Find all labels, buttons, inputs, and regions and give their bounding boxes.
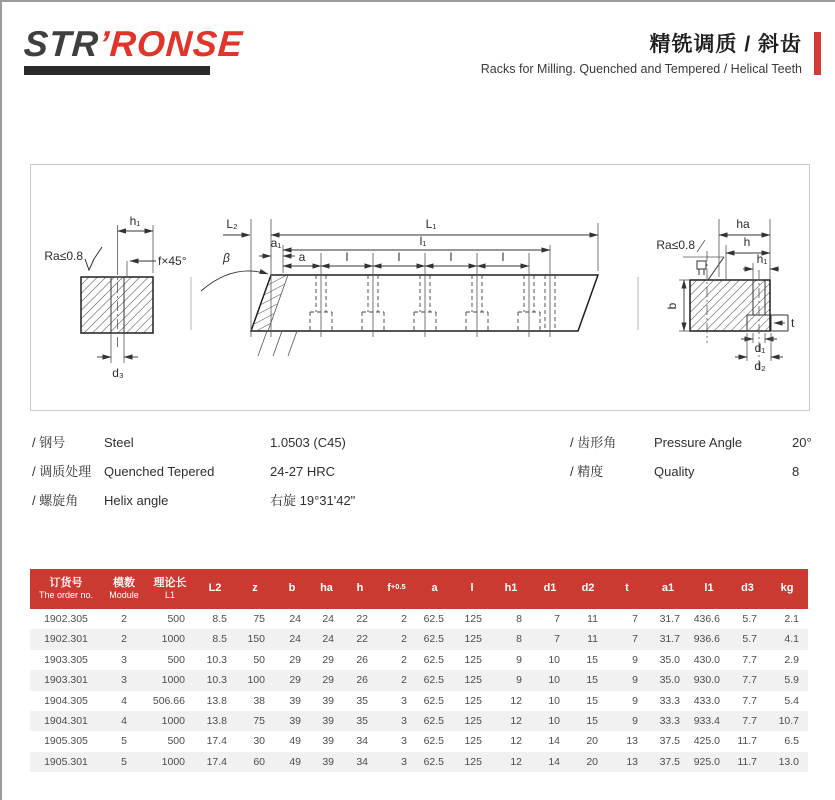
dim-label-L2: L₂ (226, 217, 238, 231)
table-cell: 2 (401, 613, 407, 625)
table-cell: 5.4 (784, 694, 799, 707)
table-cell: 10.3 (206, 674, 227, 687)
spec-row-pressure-angle (570, 434, 820, 463)
table-cell: 500 (167, 653, 185, 666)
table-cell: 10 (548, 653, 560, 666)
page-title-english: Racks for Milling. Quenched and Tempered / Helical Teeth (480, 62, 802, 76)
spec-label-zh: / 螺旋角 (32, 493, 79, 508)
column-header-d1: d1 (543, 582, 557, 595)
table-cell: 506.66 (152, 694, 185, 707)
column-header-a1: a1 (661, 582, 675, 595)
table-cell: 11.7 (737, 755, 757, 768)
table-cell: 22 (356, 633, 368, 646)
table-cell: 22 (356, 613, 368, 625)
spec-label-zh: / 钢号 (32, 435, 66, 450)
table-cell: 33.3 (659, 694, 680, 707)
table-cell: 5.9 (784, 674, 799, 687)
dim-label-b: b (665, 302, 679, 310)
table-cell: 62.5 (423, 755, 444, 768)
logo (22, 23, 245, 75)
page-title (481, 28, 802, 76)
table-cell: 10 (548, 694, 560, 707)
table-cell: 9 (632, 714, 638, 727)
dim-label-d3: d₃ (112, 366, 124, 380)
column-header-kg: kg (780, 582, 794, 595)
column-header-z: z (252, 582, 258, 595)
table-cell: 9 (516, 653, 522, 666)
table-cell: 430.0 (693, 653, 720, 666)
column-header-b: b (288, 582, 296, 595)
table-cell: 11 (587, 633, 598, 646)
table-cell: 13 (626, 755, 638, 768)
logo-apostrophe: ’ (97, 23, 112, 64)
table-cell: 3 (121, 653, 127, 666)
column-header-h: h (356, 582, 364, 595)
table-cell: 2 (121, 633, 127, 646)
table-cell: 7 (554, 613, 560, 625)
dim-label-h1-left: h₁ (129, 214, 141, 228)
table-cell: 425.0 (693, 735, 720, 748)
table-cell: 62.5 (423, 633, 444, 646)
table-cell: 125 (464, 613, 482, 625)
table-cell: 12 (510, 714, 522, 727)
table-cell: 125 (464, 735, 482, 748)
table-header (30, 569, 808, 609)
specs-right (570, 434, 820, 492)
column-header-module: 模数 Module (109, 576, 139, 601)
table-cell: 936.6 (693, 633, 720, 646)
table-cell: 13 (626, 735, 638, 748)
table-row (30, 731, 808, 751)
table-cell: 14 (548, 755, 560, 768)
table-cell: 62.5 (423, 694, 444, 707)
spec-label-en: Quality (654, 464, 695, 479)
dim-label-beta: β (223, 251, 230, 265)
table-cell: 62.5 (423, 714, 444, 727)
table-cell: 14 (548, 735, 560, 748)
table-row (30, 670, 808, 690)
spec-value: 8 (792, 464, 800, 479)
spec-value: 1.0503 (C45) (270, 435, 346, 450)
table-cell: 6.5 (784, 735, 799, 748)
table-cell: 125 (464, 694, 482, 707)
table-cell: 7 (632, 633, 638, 646)
table-cell: 39 (322, 755, 334, 768)
table-cell: 1905.305 (44, 735, 88, 748)
table-cell: 433.0 (693, 694, 720, 707)
dim-label-l1: l₁ (419, 234, 427, 248)
table-cell: 62.5 (423, 613, 444, 625)
table-cell: 62.5 (423, 674, 444, 687)
spec-label-en: Pressure Angle (654, 435, 743, 450)
table-cell: 1904.301 (44, 714, 88, 727)
table-cell: 4 (121, 714, 127, 727)
table-cell: 10.7 (778, 714, 799, 727)
table-cell: 1902.301 (44, 633, 88, 646)
table-cell: 8.5 (212, 613, 227, 625)
spec-value: 20° (792, 435, 812, 450)
table-cell: 4.1 (784, 633, 799, 646)
dim-label-a: a (298, 250, 306, 264)
dim-label-d1: d₁ (754, 341, 766, 355)
table-cell: 100 (247, 674, 265, 687)
column-header-t: t (625, 582, 629, 595)
dim-label-l: l (397, 250, 401, 264)
table-cell: 5.7 (742, 613, 757, 625)
specs-left (32, 434, 552, 521)
table-cell: 29 (289, 653, 301, 666)
dim-label-h: h (743, 235, 751, 249)
table-cell: 1904.305 (44, 694, 88, 707)
table-row (30, 711, 808, 731)
table-cell: 11.7 (737, 735, 757, 748)
table-cell: 60 (253, 755, 265, 768)
table-cell: 29 (289, 674, 301, 687)
table-cell: 2 (401, 653, 407, 666)
table-cell: 24 (289, 633, 301, 646)
dim-label-a1: a₁ (270, 236, 282, 250)
dim-label-l: l (449, 250, 453, 264)
column-header-d2: d2 (581, 582, 595, 595)
table-cell: 31.7 (659, 613, 680, 625)
table-cell: 39 (322, 735, 334, 748)
table-cell: 8 (516, 613, 522, 625)
table-cell: 38 (253, 694, 265, 707)
page-title-chinese: 精铣调质 / 斜齿 (649, 33, 802, 56)
logo-wordmark (22, 23, 245, 64)
logo-ronse: RONSE (108, 23, 245, 64)
table-cell: 13.0 (778, 755, 799, 768)
table-cell: 24 (322, 613, 334, 625)
column-header-d3: d3 (741, 582, 754, 595)
table-cell: 24 (322, 633, 334, 646)
table-cell: 50 (253, 653, 265, 666)
table-cell: 1000 (161, 755, 185, 768)
table-cell: 8 (516, 633, 522, 646)
table-cell: 13.8 (206, 714, 227, 727)
table-cell: 5 (121, 735, 127, 748)
table-cell: 3 (121, 674, 127, 687)
table-cell: 37.5 (659, 755, 680, 768)
technical-drawing (31, 165, 809, 410)
table-cell: 1000 (161, 633, 185, 646)
table-cell: 17.4 (206, 735, 227, 748)
spec-label-zh: / 调质处理 (32, 464, 92, 479)
dim-label-t: t (791, 316, 795, 330)
table-cell: 13.8 (206, 694, 227, 707)
column-header-l1: l1 (704, 582, 714, 595)
table-cell: 8.5 (212, 633, 227, 646)
table-cell: 75 (253, 613, 265, 625)
table-cell: 10 (548, 714, 560, 727)
table-cell: 35 (356, 694, 368, 707)
table-cell: 125 (464, 653, 482, 666)
table-cell: 125 (464, 714, 482, 727)
dim-label-ha: ha (736, 217, 750, 231)
dim-label-l: l (345, 250, 349, 264)
spec-row-quenched (32, 463, 552, 492)
table-cell: 34 (356, 735, 368, 748)
table-row (30, 629, 808, 649)
table-cell: 62.5 (423, 653, 444, 666)
red-accent-bar (814, 32, 821, 75)
table-cell: 35.0 (659, 674, 680, 687)
table-cell: 20 (586, 755, 598, 768)
table-cell: 9 (516, 674, 522, 687)
table-cell: 7.7 (742, 714, 757, 727)
surface-finish-label-right: Ra≤0.8 (656, 238, 695, 252)
column-header-order: 订货号 The order no. (38, 576, 94, 601)
table-cell: 37.5 (659, 735, 680, 748)
table-cell: 39 (322, 714, 334, 727)
table-cell: 10 (548, 674, 560, 687)
table-cell: 4 (121, 694, 127, 707)
table-cell: 34 (356, 755, 368, 768)
table-cell: 5.7 (742, 633, 757, 646)
table-row (30, 691, 808, 711)
table-body (30, 609, 808, 772)
table-cell: 7.7 (742, 653, 757, 666)
spec-label-zh: / 齿形角 (570, 435, 617, 450)
table-row (30, 752, 808, 772)
table-cell: 12 (510, 735, 522, 748)
logo-str: STR (22, 23, 101, 64)
table-cell: 62.5 (423, 735, 444, 748)
column-header-length: 理论长 L1 (153, 576, 187, 601)
table-cell: 150 (247, 633, 265, 646)
table-cell: 75 (253, 714, 265, 727)
table-cell: 3 (401, 714, 407, 727)
table-cell: 7 (554, 633, 560, 646)
table-cell: 930.0 (693, 674, 720, 687)
table-cell: 26 (356, 674, 368, 687)
table-cell: 29 (322, 674, 334, 687)
logo-underline-bar (24, 66, 210, 75)
table-cell: 436.6 (693, 613, 720, 625)
table-cell: 933.4 (693, 714, 720, 727)
table-cell: 2 (401, 674, 407, 687)
table-cell: 15 (586, 694, 598, 707)
column-header-L2: L2 (208, 582, 222, 595)
table-cell: 15 (586, 674, 598, 687)
column-header-h1: h1 (504, 582, 518, 595)
spec-label-en: Quenched Tepered (104, 464, 215, 479)
table-cell: 39 (289, 694, 301, 707)
table-cell: 125 (464, 755, 482, 768)
table-cell: 3 (401, 735, 407, 748)
table-cell: 49 (289, 735, 301, 748)
table-cell: 17.4 (206, 755, 227, 768)
table-cell: 3 (401, 694, 407, 707)
spec-row-quality (570, 463, 820, 492)
table-cell: 2.1 (784, 613, 799, 625)
table-cell: 15 (586, 653, 598, 666)
table-cell: 1905.301 (44, 755, 88, 768)
table-cell: 39 (322, 694, 334, 707)
table-cell: 7.7 (742, 674, 757, 687)
spec-row-steel (32, 434, 552, 463)
table-cell: 7 (632, 613, 638, 625)
spec-label-zh: / 精度 (570, 464, 604, 479)
technical-drawing-panel (30, 164, 810, 411)
column-header-f: f +0.5 (387, 582, 406, 595)
spec-value: 右旋 19°31'42" (270, 493, 356, 508)
table-cell: 500 (167, 735, 185, 748)
column-header-a: a (431, 582, 438, 595)
table-cell: 24 (289, 613, 301, 625)
dim-label-l: l (501, 250, 505, 264)
spec-row-helix (32, 492, 552, 521)
table-cell: 1000 (161, 674, 185, 687)
table-cell: 925.0 (693, 755, 720, 768)
spec-label-en: Helix angle (104, 493, 169, 508)
table-cell: 5 (121, 755, 127, 768)
table-cell: 49 (289, 755, 301, 768)
table-cell: 7.7 (742, 694, 757, 707)
table-cell: 2 (121, 613, 127, 625)
table-cell: 12 (510, 755, 522, 768)
table-cell: 1000 (161, 714, 185, 727)
table-cell: 11 (587, 613, 598, 625)
spec-label-en: Steel (104, 435, 134, 450)
table-row (30, 609, 808, 629)
table-cell: 10.3 (206, 653, 227, 666)
table-cell: 12 (510, 694, 522, 707)
table-cell: 125 (464, 633, 482, 646)
table-cell: 20 (586, 735, 598, 748)
table-cell: 31.7 (659, 633, 680, 646)
table-cell: 9 (632, 694, 638, 707)
table-cell: 33.3 (659, 714, 680, 727)
column-header-ha: ha (320, 582, 333, 595)
table-cell: 1902.305 (44, 613, 88, 625)
product-table (30, 569, 808, 772)
column-header-l: l (470, 582, 474, 595)
surface-finish-label-left: Ra≤0.8 (44, 249, 83, 263)
table-cell: 35 (356, 714, 368, 727)
table-cell: 39 (289, 714, 301, 727)
table-cell: 125 (464, 674, 482, 687)
table-cell: 1903.301 (44, 674, 88, 687)
dim-label-d2: d₂ (754, 359, 766, 373)
dim-label-h1-right: h₁ (756, 252, 768, 266)
table-cell: 2.9 (784, 653, 799, 666)
table-cell: 3 (401, 755, 407, 768)
dim-label-chamfer: f×45° (158, 254, 187, 268)
dim-label-L1: L₁ (425, 217, 437, 231)
table-cell: 15 (586, 714, 598, 727)
table-cell: 1903.305 (44, 653, 88, 666)
table-cell: 26 (356, 653, 368, 666)
table-cell: 30 (253, 735, 265, 748)
table-cell: 9 (632, 653, 638, 666)
table-cell: 2 (401, 633, 407, 646)
table-row (30, 650, 808, 670)
table-cell: 29 (322, 653, 334, 666)
table-cell: 500 (167, 613, 185, 625)
spec-value: 24-27 HRC (270, 464, 336, 479)
table-cell: 9 (632, 674, 638, 687)
table-cell: 35.0 (659, 653, 680, 666)
